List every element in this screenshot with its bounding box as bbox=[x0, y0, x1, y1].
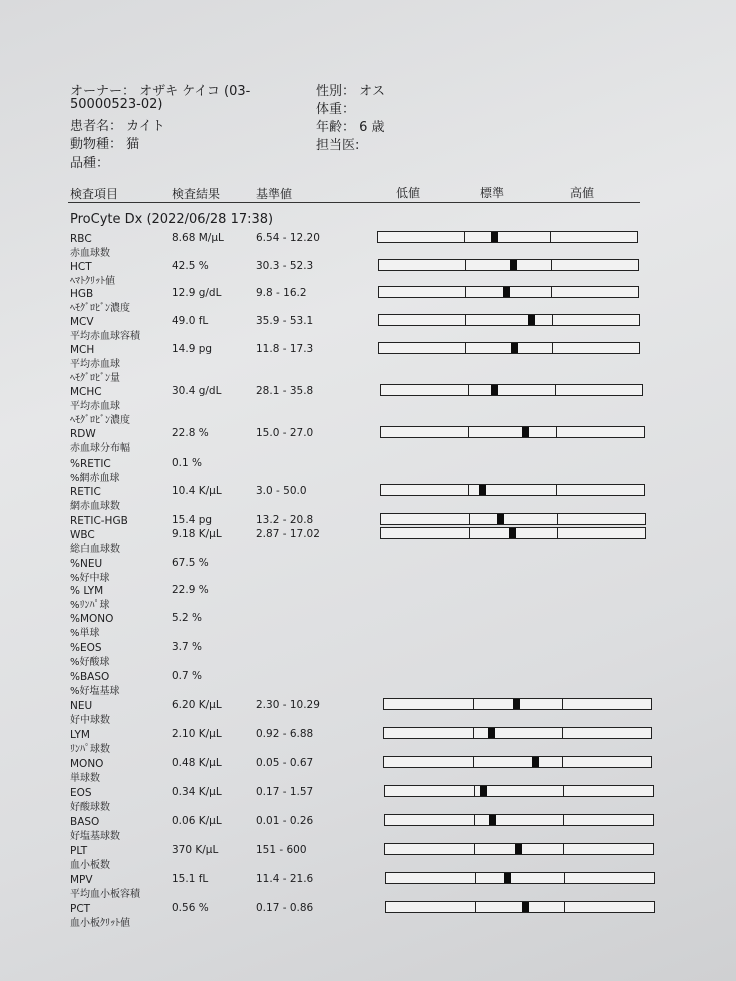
test-abbr: %NEU bbox=[70, 558, 103, 570]
range-divider bbox=[563, 786, 564, 796]
test-jp-name: 平均赤血球容積 bbox=[70, 331, 140, 342]
result-marker bbox=[510, 260, 517, 270]
patient-value: カイト bbox=[126, 119, 165, 134]
range-divider bbox=[563, 815, 564, 825]
result-marker bbox=[522, 427, 529, 437]
test-jp-name: 平均赤血球 ﾍﾓｸﾞﾛﾋﾞﾝ濃度 bbox=[70, 401, 130, 426]
range-bar bbox=[378, 286, 639, 298]
test-jp-name: 血小板数 bbox=[70, 860, 110, 871]
test-result: 67.5 % bbox=[172, 557, 209, 569]
test-jp-name: ﾍﾓｸﾞﾛﾋﾞﾝ濃度 bbox=[70, 303, 130, 314]
range-divider bbox=[464, 232, 465, 242]
test-jp-name: %網赤血球 bbox=[70, 473, 120, 484]
result-marker bbox=[511, 343, 518, 353]
test-abbr: %EOS bbox=[70, 642, 102, 654]
range-bar bbox=[380, 384, 643, 396]
test-jp-name: %好中球 bbox=[70, 573, 110, 584]
result-marker bbox=[497, 514, 504, 524]
range-divider bbox=[474, 786, 475, 796]
result-marker bbox=[491, 232, 498, 242]
range-divider bbox=[465, 260, 466, 270]
test-result: 15.1 fL bbox=[172, 873, 209, 885]
vet-label: 担当医: bbox=[316, 138, 360, 153]
patient-name-line bbox=[70, 115, 165, 134]
test-reference: 30.3 - 52.3 bbox=[256, 260, 314, 272]
test-result: 0.06 K/μL bbox=[172, 815, 222, 827]
col-low: 低値 bbox=[396, 186, 421, 200]
range-divider bbox=[552, 315, 553, 325]
range-bar bbox=[380, 484, 645, 496]
test-jp-name: 網赤血球数 bbox=[70, 501, 120, 512]
test-abbr: RETIC-HGB bbox=[70, 515, 128, 527]
col-normal: 標準 bbox=[480, 186, 505, 200]
result-marker bbox=[489, 815, 496, 825]
result-marker bbox=[503, 287, 510, 297]
range-bar bbox=[383, 698, 652, 710]
age-label: 年齢： bbox=[316, 120, 356, 135]
range-bar bbox=[377, 231, 638, 243]
range-divider bbox=[468, 385, 469, 395]
test-result: 0.1 % bbox=[172, 457, 203, 469]
range-divider bbox=[564, 873, 565, 883]
test-result: 5.2 % bbox=[172, 612, 203, 624]
test-abbr: EOS bbox=[70, 787, 92, 799]
range-divider bbox=[469, 528, 470, 538]
test-abbr: RDW bbox=[70, 428, 96, 440]
range-bar bbox=[378, 314, 640, 326]
test-result: 22.9 % bbox=[172, 584, 209, 596]
test-abbr: HCT bbox=[70, 261, 92, 273]
test-result: 0.7 % bbox=[172, 670, 203, 682]
test-reference: 15.0 - 27.0 bbox=[256, 427, 314, 439]
result-marker bbox=[491, 385, 498, 395]
test-reference: 0.92 - 6.88 bbox=[256, 728, 314, 740]
test-abbr: HGB bbox=[70, 288, 94, 300]
range-bar bbox=[384, 814, 654, 826]
test-reference: 0.01 - 0.26 bbox=[256, 815, 314, 827]
test-abbr: MCHC bbox=[70, 386, 102, 398]
test-abbr: RETIC bbox=[70, 486, 101, 498]
range-divider bbox=[552, 343, 553, 353]
range-divider bbox=[556, 427, 557, 437]
range-bar bbox=[380, 426, 645, 438]
test-reference: 28.1 - 35.8 bbox=[256, 385, 314, 397]
owner-label: オーナー： bbox=[70, 84, 136, 99]
range-bar bbox=[385, 901, 655, 913]
test-abbr: MCV bbox=[70, 316, 94, 328]
range-divider bbox=[465, 343, 466, 353]
test-jp-name: 血小板ｸﾘｯﾄ値 bbox=[70, 918, 130, 929]
range-bar bbox=[383, 727, 652, 739]
col-result: 検査結果 bbox=[172, 187, 221, 201]
test-result: 15.4 pg bbox=[172, 514, 213, 526]
range-divider bbox=[475, 873, 476, 883]
test-result: 30.4 g/dL bbox=[172, 385, 222, 397]
range-divider bbox=[557, 514, 558, 524]
result-marker bbox=[522, 902, 529, 912]
species-line bbox=[70, 133, 139, 152]
test-jp-name: 好中球数 bbox=[70, 715, 110, 726]
test-abbr: MONO bbox=[70, 758, 104, 770]
test-reference: 0.17 - 0.86 bbox=[256, 902, 314, 914]
test-abbr: PLT bbox=[70, 845, 88, 857]
test-jp-name: ﾘﾝﾊﾟ球数 bbox=[70, 744, 110, 755]
test-reference: 3.0 - 50.0 bbox=[256, 485, 307, 497]
range-bar bbox=[380, 513, 646, 525]
result-marker bbox=[504, 873, 511, 883]
range-divider bbox=[556, 485, 557, 495]
test-result: 3.7 % bbox=[172, 641, 203, 653]
sex-value: オス bbox=[359, 84, 386, 99]
test-abbr: %MONO bbox=[70, 613, 114, 625]
test-jp-name: %単球 bbox=[70, 628, 100, 639]
range-divider bbox=[468, 485, 469, 495]
range-divider bbox=[475, 902, 476, 912]
sex-label: 性別： bbox=[316, 84, 356, 99]
test-abbr: % LYM bbox=[70, 585, 104, 597]
test-reference: 11.8 - 17.3 bbox=[256, 343, 314, 355]
patient-label: 患者名： bbox=[70, 119, 123, 134]
range-divider bbox=[468, 427, 469, 437]
test-result: 0.48 K/μL bbox=[172, 757, 222, 769]
range-bar bbox=[380, 527, 646, 539]
range-divider bbox=[473, 728, 474, 738]
range-bar bbox=[385, 872, 655, 884]
range-bar bbox=[384, 785, 654, 797]
col-reference: 基準値 bbox=[256, 187, 293, 201]
test-abbr: NEU bbox=[70, 700, 93, 712]
result-marker bbox=[479, 485, 486, 495]
test-result: 22.8 % bbox=[172, 427, 209, 439]
test-result: 49.0 fL bbox=[172, 315, 209, 327]
test-reference: 9.8 - 16.2 bbox=[256, 287, 307, 299]
test-title: ProCyte Dx (2022/06/28 17:38) bbox=[70, 212, 274, 227]
weight-label: 体重： bbox=[316, 102, 356, 117]
result-marker bbox=[532, 757, 539, 767]
test-abbr: WBC bbox=[70, 529, 95, 541]
breed-label: 品種： bbox=[70, 156, 110, 171]
test-result: 14.9 pg bbox=[172, 343, 213, 355]
test-abbr: PCT bbox=[70, 903, 91, 915]
header-rule bbox=[68, 202, 640, 203]
result-marker bbox=[509, 528, 516, 538]
test-result: 10.4 K/μL bbox=[172, 485, 222, 497]
test-result: 370 K/μL bbox=[172, 844, 219, 856]
test-jp-name: ﾍﾏﾄｸﾘｯﾄ値 bbox=[70, 276, 115, 287]
test-abbr: BASO bbox=[70, 816, 100, 828]
result-marker bbox=[513, 699, 520, 709]
test-result: 42.5 % bbox=[172, 260, 209, 272]
range-divider bbox=[564, 902, 565, 912]
test-abbr: %BASO bbox=[70, 671, 110, 683]
test-jp-name: 総白血球数 bbox=[70, 544, 120, 555]
col-high: 高値 bbox=[570, 186, 595, 200]
col-item: 検査項目 bbox=[70, 187, 119, 201]
test-jp-name: 好酸球数 bbox=[70, 802, 110, 813]
range-divider bbox=[474, 844, 475, 854]
range-divider bbox=[555, 385, 556, 395]
range-divider bbox=[550, 232, 551, 242]
test-result: 0.56 % bbox=[172, 902, 209, 914]
range-bar bbox=[384, 843, 654, 855]
test-result: 9.18 K/μL bbox=[172, 528, 222, 540]
test-result: 0.34 K/μL bbox=[172, 786, 222, 798]
age-value: 6 歳 bbox=[359, 120, 385, 135]
result-marker bbox=[480, 786, 487, 796]
test-abbr: RBC bbox=[70, 233, 92, 245]
test-reference: 0.05 - 0.67 bbox=[256, 757, 314, 769]
test-abbr: MCH bbox=[70, 344, 95, 356]
range-divider bbox=[469, 514, 470, 524]
test-reference: 11.4 - 21.6 bbox=[256, 873, 314, 885]
range-divider bbox=[474, 815, 475, 825]
test-jp-name: 平均赤血球 ﾍﾓｸﾞﾛﾋﾞﾝ量 bbox=[70, 359, 120, 384]
test-reference: 13.2 - 20.8 bbox=[256, 514, 314, 526]
test-jp-name: %好酸球 bbox=[70, 657, 110, 668]
test-abbr: %RETIC bbox=[70, 458, 111, 470]
test-abbr: LYM bbox=[70, 729, 90, 741]
species-label: 動物種： bbox=[70, 137, 123, 152]
range-divider bbox=[557, 528, 558, 538]
test-jp-name: %ﾘﾝﾊﾟ球 bbox=[70, 600, 110, 611]
test-reference: 35.9 - 53.1 bbox=[256, 315, 314, 327]
range-bar bbox=[378, 342, 640, 354]
range-bar bbox=[383, 756, 652, 768]
range-divider bbox=[563, 844, 564, 854]
test-reference: 0.17 - 1.57 bbox=[256, 786, 314, 798]
test-result: 8.68 M/μL bbox=[172, 232, 224, 244]
owner-id: 50000523-02) bbox=[70, 97, 163, 112]
range-divider bbox=[562, 699, 563, 709]
owner-value: オザキ ケイコ (03- bbox=[139, 84, 251, 99]
test-jp-name: 赤血球数 bbox=[70, 248, 110, 259]
test-result: 6.20 K/μL bbox=[172, 699, 222, 711]
range-divider bbox=[465, 315, 466, 325]
test-jp-name: 単球数 bbox=[70, 773, 100, 784]
sex-line bbox=[316, 80, 385, 99]
test-reference: 2.30 - 10.29 bbox=[256, 699, 320, 711]
test-result: 12.9 g/dL bbox=[172, 287, 222, 299]
result-marker bbox=[488, 728, 495, 738]
test-jp-name: 赤血球分布幅 bbox=[70, 443, 130, 454]
test-jp-name: 好塩基球数 bbox=[70, 831, 120, 842]
test-result: 2.10 K/μL bbox=[172, 728, 222, 740]
range-divider bbox=[562, 757, 563, 767]
range-divider bbox=[551, 287, 552, 297]
range-divider bbox=[465, 287, 466, 297]
test-abbr: MPV bbox=[70, 874, 93, 886]
test-jp-name: 平均血小板容積 bbox=[70, 889, 140, 900]
range-divider bbox=[473, 699, 474, 709]
range-divider bbox=[551, 260, 552, 270]
result-marker bbox=[515, 844, 522, 854]
result-marker bbox=[528, 315, 535, 325]
range-divider bbox=[473, 757, 474, 767]
species-value: 猫 bbox=[126, 137, 140, 152]
test-reference: 151 - 600 bbox=[256, 844, 307, 856]
range-divider bbox=[562, 728, 563, 738]
range-bar bbox=[378, 259, 639, 271]
test-reference: 2.87 - 17.02 bbox=[256, 528, 320, 540]
age-line bbox=[316, 116, 385, 135]
test-reference: 6.54 - 12.20 bbox=[256, 232, 320, 244]
test-jp-name: %好塩基球 bbox=[70, 686, 120, 697]
